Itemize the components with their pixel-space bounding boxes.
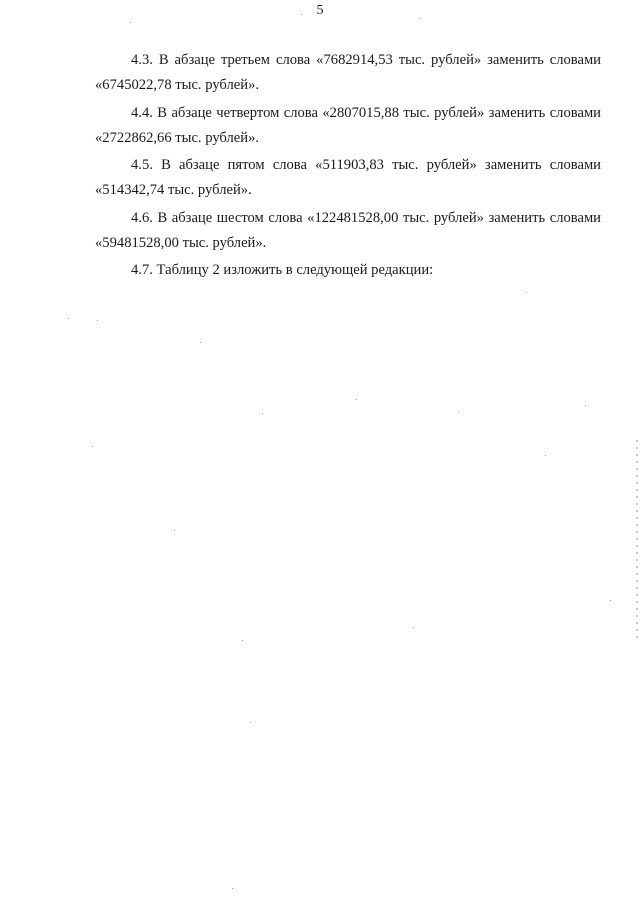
scan-speck [420,18,421,19]
scan-speck [250,722,251,723]
document-body [95,48,601,286]
scan-speck [242,640,243,641]
scan-speck [610,600,611,601]
paragraph-4-4: 4.4. В абзаце четвертом слова «2807015,88 тыс. рублей» заменить словами «2722862,66 тыс. рублей». [95,104,601,146]
paragraph-4-5: 4.5. В абзаце пятом слова «511903,83 тыс. рублей» заменить словами «514342,74 тыс. рублей». [95,157,601,198]
scan-speck [458,412,459,413]
paragraph-4-3: 4.3. В абзаце третьем слова «7682914,53 тыс. рублей» заменить словами «6745022,78 тыс. рублей». [95,52,601,93]
scan-speck [585,405,586,406]
scan-speck [262,413,263,414]
scan-speck [301,14,302,15]
page-number: 5 [316,3,324,18]
paragraph-4-7: 4.7. Таблицу 2 изложить в следующей редакции: [131,262,434,278]
scan-speck [526,292,527,293]
scan-speck [356,399,357,400]
scan-speck [200,342,201,343]
scan-speck [232,888,233,889]
scan-speck [545,455,546,456]
scan-speck [97,320,98,321]
scan-speck [92,446,93,447]
scan-edge-marks [636,440,638,640]
scan-speck [413,627,414,628]
scan-speck [130,22,131,23]
paragraph-4-6: 4.6. В абзаце шестом слова «122481528,00 тыс. рублей» заменить словами «59481528,00 тыс. рублей». [95,209,601,251]
scan-speck [174,530,175,531]
scan-speck [68,318,69,319]
